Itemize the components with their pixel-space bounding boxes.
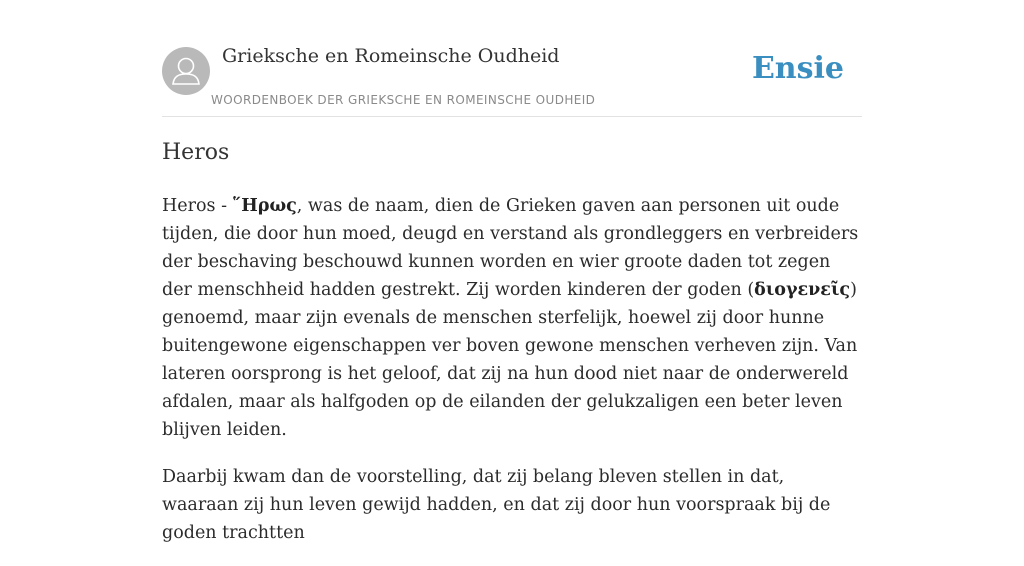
- source-subtitle: WOORDENBOEK DER GRIEKSCHE EN ROMEINSCHE OUDHEID: [211, 93, 596, 107]
- paragraph-2: Daarbij kwam dan de voorstelling, dat zij belang bleven stellen in dat, waaraan zij hun leven gewijd hadden, en dat zij door hun voorspraak bij de goden trachtten: [162, 467, 831, 543]
- brand-logo[interactable]: Ensie: [751, 51, 844, 86]
- header: [162, 0, 862, 117]
- greek-term-2: διογενεῖς: [754, 280, 851, 300]
- paragraph-1: [162, 192, 862, 444]
- page: [162, 0, 862, 543]
- greek-term: ῞Ηρως: [232, 196, 297, 216]
- user-silhouette-icon: [162, 47, 210, 95]
- paragraph-text-a: , was de naam, dien de Grieken gaven aan personen uit oude tijden, die door hun moed, deugd en verstand als grondleggers en verbreiders der beschaving beschouwd kunnen worden en wier groote daden tot zegen der menschheid hadden gestrekt. Zij worden kinderen der goden (: [162, 196, 859, 300]
- entry-body: [162, 192, 862, 566]
- entry-title: Heros: [162, 140, 230, 165]
- source-title-link[interactable]: Grieksche en Romeinsche Oudheid: [222, 45, 560, 67]
- paragraph-lead: Heros -: [162, 196, 233, 216]
- avatar[interactable]: [162, 47, 210, 95]
- paragraph-text-b: ) genoemd, maar zijn evenals de menschen sterfelijk, hoewel zij door hunne buitengewone eigenschappen ver boven gewone menschen verheven zijn. Van lateren oorsprong is het geloof, dat zij na hun dood niet naar de onderwereld afdalen, maar als halfgoden op de eilanden der gelukzaligen een beter leven blijven leiden.: [162, 280, 858, 440]
